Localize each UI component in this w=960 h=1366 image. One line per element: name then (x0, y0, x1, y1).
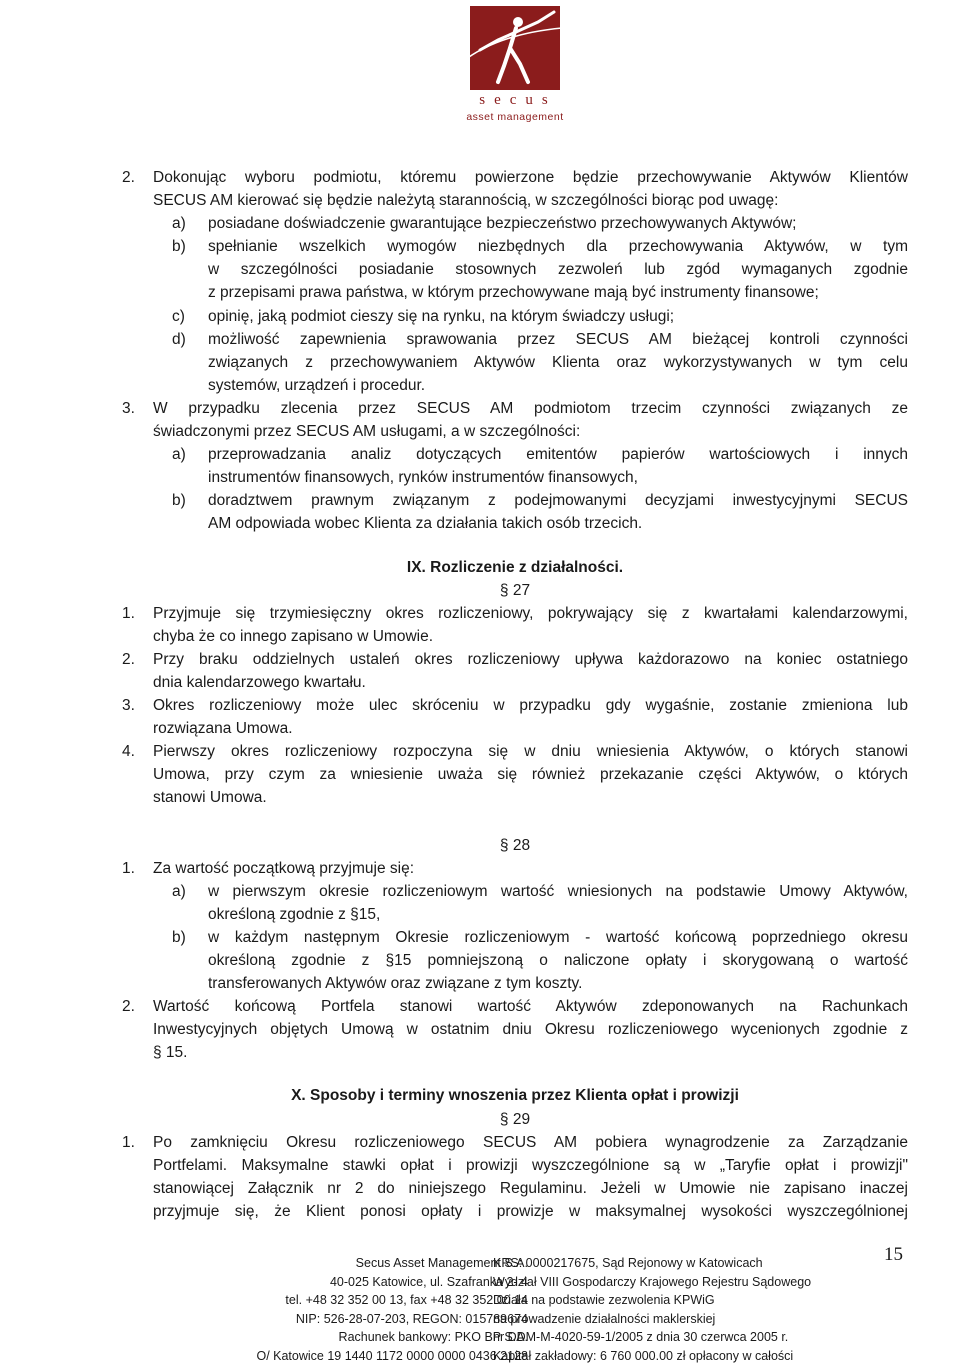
spacer (122, 536, 908, 556)
line-text: w każdym następnym Okresie rozliczeniowym - wartość końcową poprzedniego okresu (208, 928, 908, 946)
line-text: spełnianie wszelkich wymogów niezbędnych dla przechowywania Aktywów, w tym (208, 238, 908, 256)
text-line (122, 1018, 908, 1041)
text-line (122, 212, 908, 235)
line-text: dnia kalendarzowego kwartału. (153, 673, 366, 691)
footer-line: tel. +48 32 352 00 13, fax +48 32 352 00 14 (285, 1293, 528, 1308)
text-line (122, 489, 908, 512)
line-text: transferowanych Aktywów oraz związane z tym koszty. (208, 975, 583, 993)
footer-line: nr DDM-M-4020-59-1/2005 z dnia 30 czerwca 2005 r. (493, 1330, 789, 1345)
text-line (122, 926, 908, 949)
line-text: Inwestycyjnych objętych Umową w ostatnim dniu Okresu rozliczeniowego wycenionych zgodnie z (153, 1021, 908, 1039)
text-line (122, 1131, 908, 1154)
text-line (122, 995, 908, 1018)
text-line (122, 949, 908, 972)
line-text: przeprowadzania analiz dotyczących emitentów papierów wartościowych i innych (208, 446, 908, 464)
section-heading: X. Sposoby i terminy wnoszenia przez Klienta opłat i prowizji (291, 1087, 739, 1105)
paragraph-symbol: § 27 (499, 581, 531, 599)
line-text: chyba że co innego zapisano w Umowie. (153, 627, 434, 645)
item-number: 4. (122, 743, 135, 761)
text-line (122, 1200, 908, 1223)
text-line (122, 1041, 908, 1064)
item-number: 3. (122, 399, 135, 417)
footer-line: NIP: 526-28-07-203, REGON: 015789674 (295, 1311, 528, 1326)
item-number: 1. (122, 1133, 135, 1151)
text-line (122, 189, 908, 212)
text-line (122, 1177, 908, 1200)
line-text: Umowa, przy czym za wniesienie uważa się również przekazanie części Aktywów, o których (153, 766, 908, 784)
sub-item-letter: a) (172, 446, 186, 464)
item-number: 2. (122, 169, 135, 186)
text-line (122, 625, 908, 648)
line-text: SECUS AM kierować się będzie należytą starannością, w szczególności biorąc pod uwagę: (153, 192, 779, 210)
text-line (122, 694, 908, 717)
footer-registry-info (493, 1254, 843, 1366)
line-text: § 15. (153, 1044, 188, 1062)
text-line (122, 648, 908, 671)
line-text: możliwość zapewnienia sprawowania przez SECUS AM bieżącej kontroli czynności (208, 330, 908, 348)
line-text: opinię, jaką podmiot cieszy się na rynku, na którym świadczy usługi; (208, 307, 675, 325)
line-text: w pierwszym okresie rozliczeniowym wartość wniesionych na podstawie Umowy Aktywów, (208, 882, 908, 900)
page-number: 15 (884, 1244, 903, 1265)
text-line (122, 602, 908, 625)
line-text: stanowi Umowa. (153, 789, 267, 807)
text-line (122, 740, 908, 763)
text-line (122, 235, 908, 258)
footer-line: Rachunek bankowy: PKO BP S.A. (338, 1330, 528, 1345)
logo-brand: secus (479, 92, 557, 108)
line-text: posiadane doświadczenie gwarantujące bezpieczeństwo przechowywanych Aktywów; (208, 215, 797, 233)
text-line (122, 281, 908, 304)
line-text: związanych z przechowywaniem Aktywów Klienta oraz wykorzystywanych w tym celu (208, 353, 908, 371)
text-line (122, 374, 908, 397)
item-number: 2. (122, 650, 135, 668)
text-line (122, 258, 908, 281)
text-line (122, 328, 908, 351)
line-text: Przy braku oddzielnych ustaleń okres rozliczeniowy upływa każdorazowo na koniec ostatniego (153, 650, 908, 668)
document-body (122, 166, 908, 1223)
footer-company-info (160, 1254, 528, 1366)
item-number: 1. (122, 859, 135, 877)
text-line (122, 857, 908, 880)
sub-item-letter: a) (172, 882, 186, 900)
text-line (122, 903, 908, 926)
line-text: instrumentów finansowych, rynków instrumentów finansowych, (208, 469, 638, 487)
footer-line: O/ Katowice 19 1440 1172 0000 0000 0436 2128 (256, 1348, 528, 1363)
line-text: Przyjmuje się trzymiesięczny okres rozliczeniowy, pokrywający się z kwartałami kalendarzowymi, (153, 604, 908, 622)
paragraph-symbol: § 28 (499, 836, 531, 854)
item-number: 2. (122, 998, 135, 1016)
line-text: Wartość końcową Portfela stanowi wartość Aktywów zdeponowanych na Rachunkach (153, 998, 908, 1016)
text-line (122, 671, 908, 694)
text-line (122, 763, 908, 786)
text-line (122, 351, 908, 374)
line-text: rozwiązana Umowa. (153, 720, 293, 738)
sub-item-letter: a) (172, 215, 186, 233)
line-text: Okres rozliczeniowy może ulec skróceniu w przypadku gdy wygaśnie, zostanie zmieniona lub (153, 697, 908, 715)
line-text: Po zamknięciu Okresu rozliczeniowego SECUS AM pobiera wynagrodzenie za Zarządzanie (153, 1133, 908, 1151)
text-line (122, 880, 908, 903)
footer-line: na prowadzenie działalności maklerskiej (493, 1311, 716, 1326)
sub-item-letter: b) (172, 238, 186, 256)
logo-tagline: asset management (466, 111, 564, 123)
spacer (122, 1064, 908, 1084)
text-line (122, 512, 908, 535)
footer-line: Secus Asset Management S.A. (355, 1256, 528, 1270)
spacer (122, 810, 908, 834)
sub-item-letter: b) (172, 492, 186, 510)
text-line (122, 786, 908, 809)
text-line (122, 166, 908, 189)
text-line (122, 1154, 908, 1177)
item-number: 3. (122, 697, 135, 715)
section-heading: IX. Rozliczenie z działalności. (406, 558, 624, 576)
line-text: stanowiącej Załącznik nr 2 do niniejszego Regulaminu. Jeżeli w Umowie nie zapisano inaczej (153, 1179, 908, 1197)
line-text: Pierwszy okres rozliczeniowy rozpoczyna się w dniu wniesienia Aktywów, o których stanowi (153, 743, 908, 761)
line-text: doradztwem prawnym związanym z podejmowanymi decyzjami inwestycyjnymi SECUS (208, 492, 908, 510)
secus-logo (458, 0, 572, 128)
text-line (122, 972, 908, 995)
sub-item-letter: b) (172, 928, 186, 946)
text-line (122, 305, 908, 328)
text-line (122, 443, 908, 466)
footer-line: 40-025 Katowice, ul. Szafranka 2- 4 (329, 1274, 528, 1289)
text-line (122, 717, 908, 740)
logo-figure-icon (458, 0, 572, 92)
line-text: systemów, urządzeń i procedur. (208, 376, 426, 394)
line-text: z przepisami prawa państwa, w którym przechowywane mają być instrumenty finansowe; (208, 284, 819, 302)
footer-line: Działa na podstawie zezwolenia KPWiG (493, 1293, 715, 1308)
text-line (122, 466, 908, 489)
line-text: świadczonymi przez SECUS AM usługami, a w szczególności: (153, 423, 581, 441)
footer-line: Kapitał zakładowy: 6 760 000.00 zł opłacony w całości (493, 1348, 794, 1363)
line-text: określoną zgodnie z §15, (208, 905, 381, 923)
line-text: Dokonując wyboru podmiotu, któremu powierzone będzie przechowywanie Aktywów Klientów (153, 169, 908, 186)
line-text: w szczególności posiadanie stosownych zezwoleń lub zgód wymaganych zgodnie (208, 261, 908, 279)
text-line (122, 397, 908, 420)
line-text: Za wartość początkową przyjmuje się: (153, 859, 415, 877)
sub-item-letter: c) (172, 307, 185, 325)
line-text: przyjmuje się, że Klient ponosi opłaty i prowizje w maksymalnej wysokości wyszczególnionej (153, 1202, 908, 1220)
sub-item-letter: d) (172, 330, 186, 348)
line-text: AM odpowiada wobec Klienta za działania takich osób trzecich. (208, 515, 643, 533)
footer-line: Wydział VIII Gospodarczy Krajowego Rejestru Sądowego (493, 1274, 812, 1289)
paragraph-symbol: § 29 (499, 1110, 531, 1128)
text-line (122, 420, 908, 443)
line-text: Portfelami. Maksymalne stawki opłat i prowizji wyszczególnione są w „Taryfie opłat i prowizji" (153, 1156, 908, 1174)
line-text: określoną zgodnie z §15 pomniejszoną o naliczone opłaty i skorygowaną o wartość (208, 952, 908, 969)
line-text: W przypadku zlecenia przez SECUS AM podmiotom trzecim czynności związanych ze (153, 399, 908, 417)
item-number: 1. (122, 604, 135, 622)
footer-line: KRS: 0000217675, Sąd Rejonowy w Katowicach (493, 1256, 763, 1270)
